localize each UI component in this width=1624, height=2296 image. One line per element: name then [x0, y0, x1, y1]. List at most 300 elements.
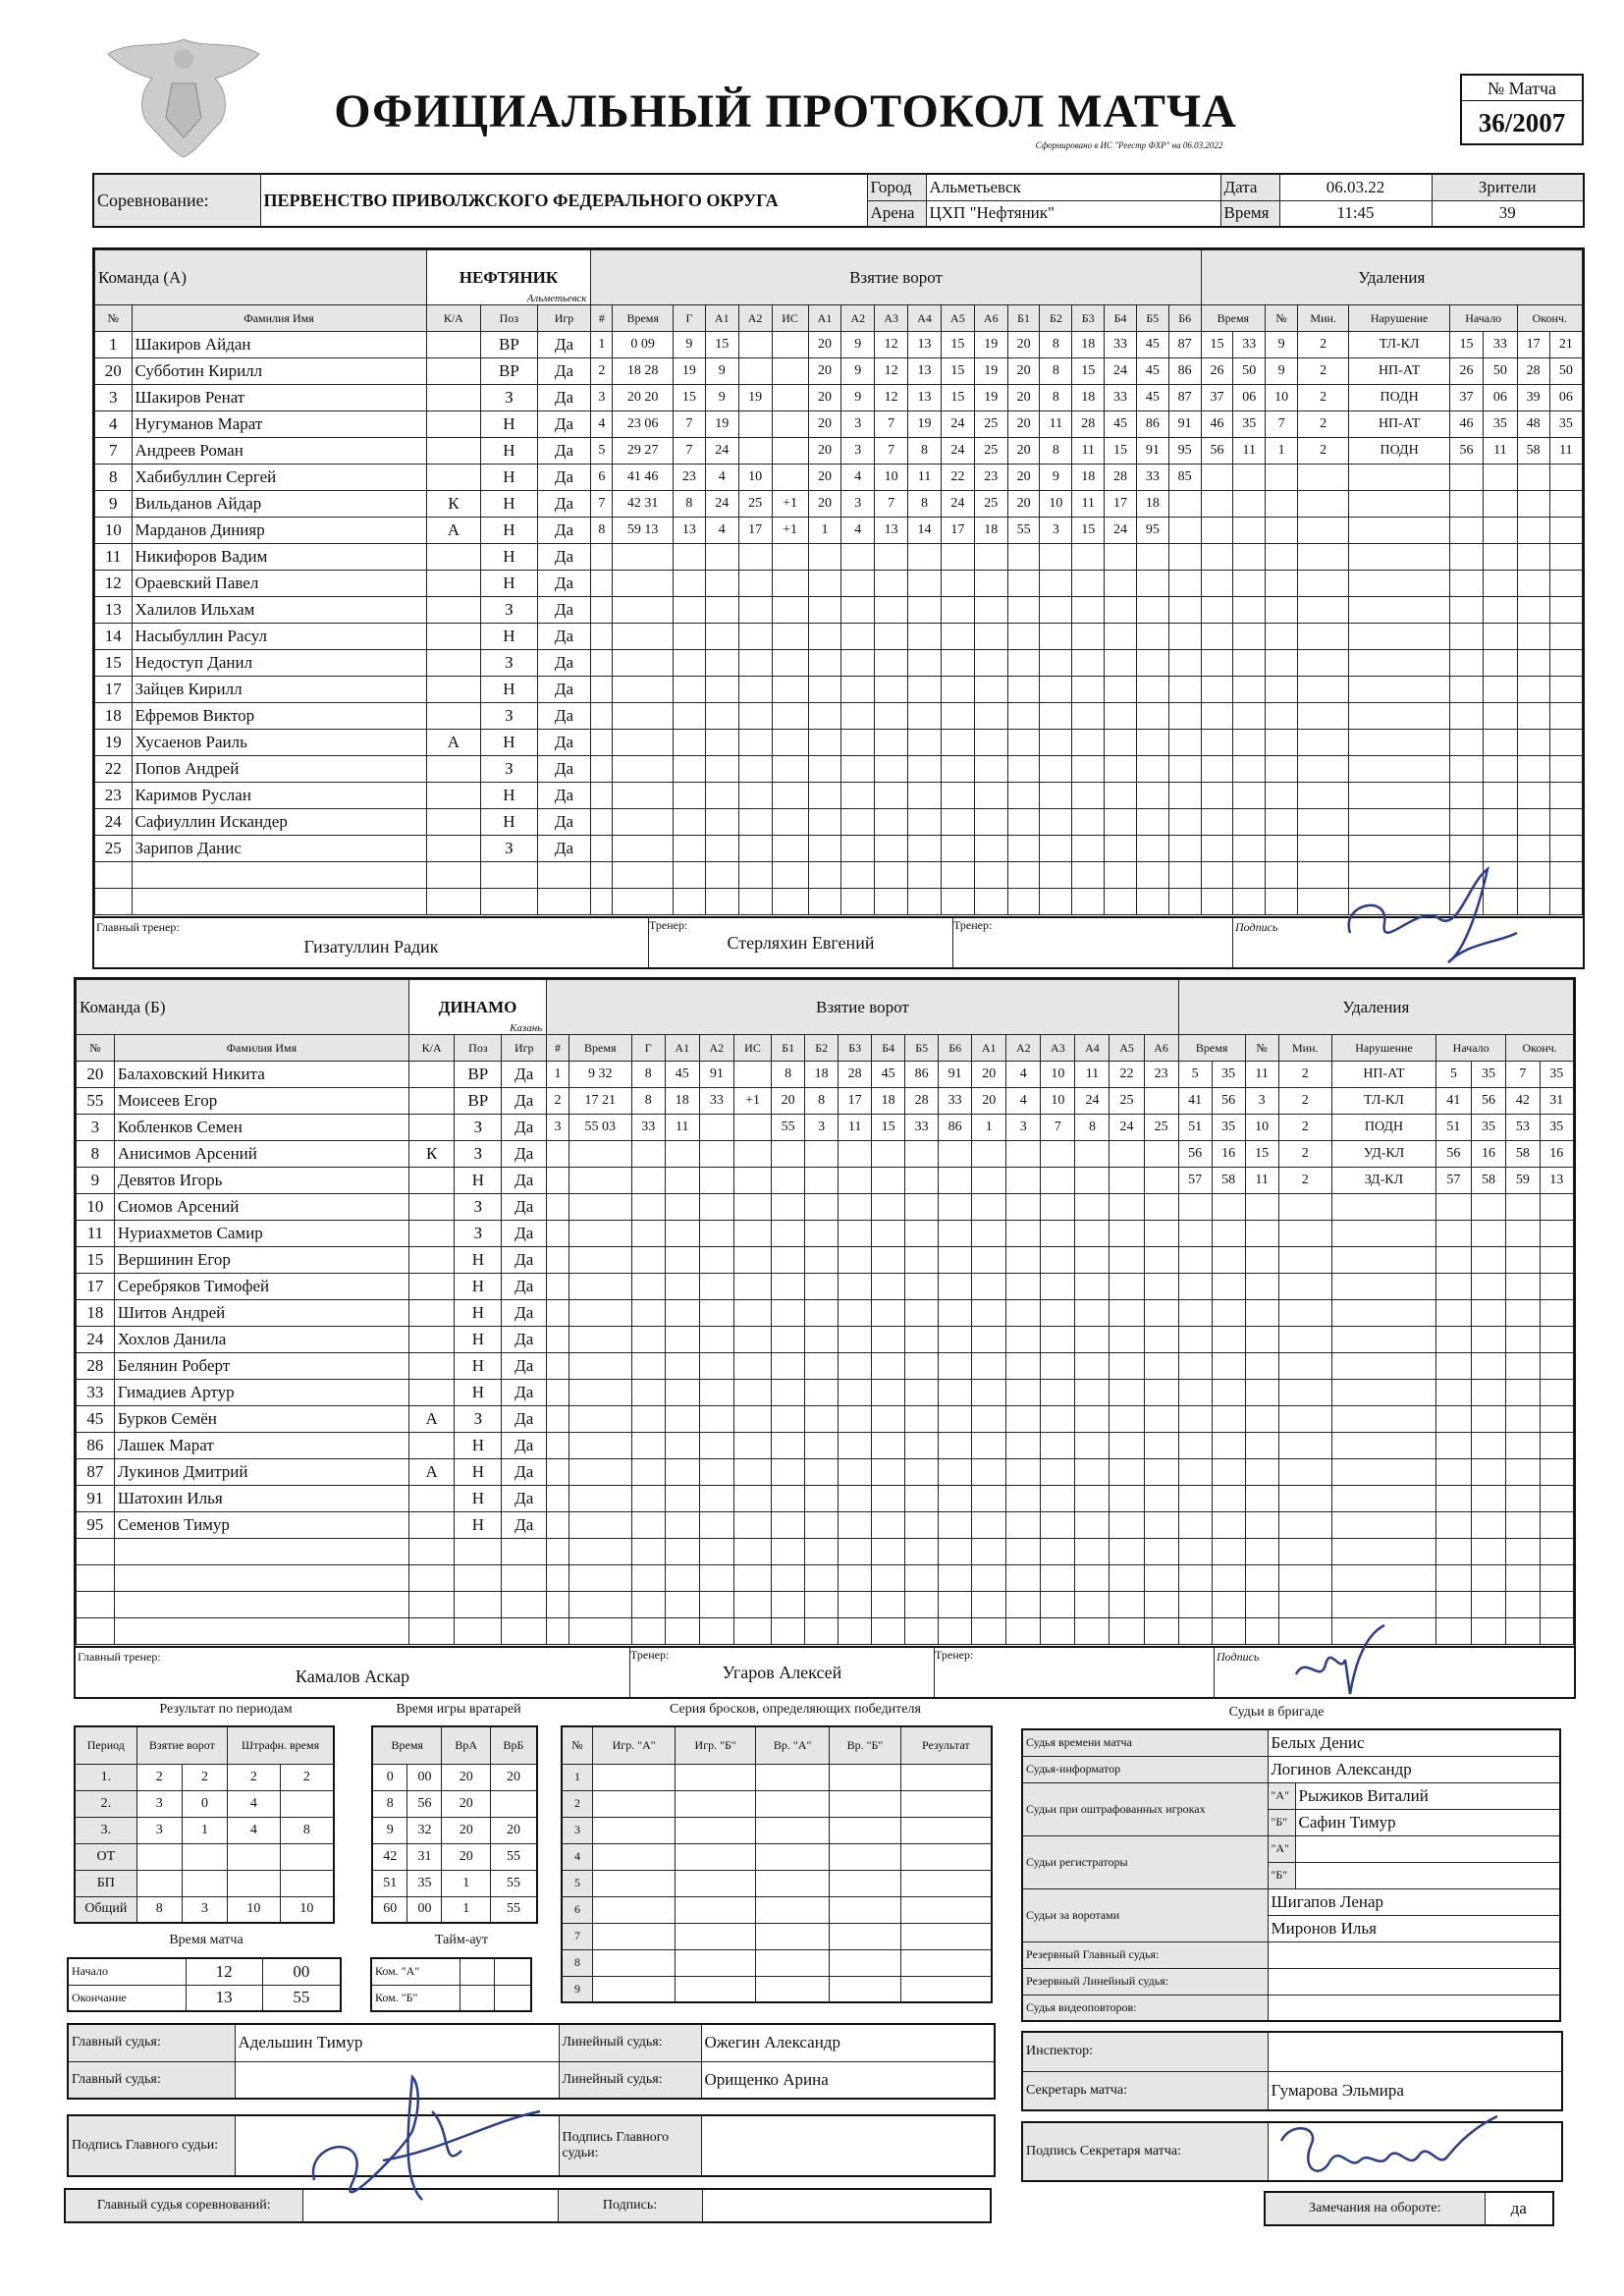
team_a-goal-field [591, 756, 613, 783]
team_a-player-field: 18 [95, 703, 133, 730]
team_a-player-field: 1 [95, 332, 133, 358]
match-time-title: Время матча [169, 1933, 244, 1947]
goal-judge-1: Шигапов Ленар [1268, 1888, 1560, 1915]
shootout-num: 2 [562, 1790, 592, 1817]
team_a-pen-field [1233, 836, 1266, 862]
team_a-goal-field: 95 [1136, 518, 1168, 544]
team_a-player-field: Да [537, 544, 591, 571]
team_a-label: Команда (А) [95, 250, 427, 305]
team_b-pen-field [1436, 1247, 1472, 1274]
team_a-goal-field [1105, 571, 1137, 597]
team_b-goal-field [839, 1539, 872, 1565]
team_a-pen-field [1201, 677, 1233, 703]
sign-label: Подпись: [558, 2189, 702, 2222]
line-ref-2: Орищенко Арина [701, 2061, 995, 2099]
team_b-player-field: 33 [77, 1380, 115, 1406]
team_a-pen-field [1549, 677, 1582, 703]
team_a-pen-field [1297, 597, 1348, 624]
shootout-cell [592, 1843, 676, 1870]
team_a-goal-field [1007, 889, 1040, 915]
team_b-goal-field [733, 1565, 771, 1592]
team_a-pen-field [1549, 862, 1582, 889]
team_a-goal-field: 18 [1072, 465, 1105, 491]
team_a-pen-field: 7 [1266, 411, 1298, 438]
team_a-goal-field: 25 [974, 411, 1007, 438]
team_a-player-field [426, 783, 481, 809]
team_a-goal-field [941, 809, 974, 836]
team_a-goal-field [738, 677, 772, 703]
team_b-goal-field [1110, 1433, 1144, 1459]
team_b-goal-field [631, 1565, 665, 1592]
team_b-pen-field [1331, 1194, 1435, 1221]
team_a-goal-field [808, 624, 841, 650]
team_b-player-field: Н [455, 1168, 502, 1194]
team_b-goal-field [733, 1194, 771, 1221]
line-ref-label: Линейный судья: [559, 2024, 701, 2061]
team_a-goal-field: 10 [1040, 491, 1072, 518]
shootout-cell [755, 1790, 829, 1817]
team_a-goal-field [1040, 756, 1072, 783]
team_a-goal-field: 24 [1105, 518, 1137, 544]
results-cell: 2 [228, 1764, 281, 1790]
team_a-pen-field [1449, 571, 1483, 597]
team_a-player-field: Да [537, 730, 591, 756]
gk-cell: 32 [407, 1817, 442, 1843]
team_a-pen-col-2: Мин. [1297, 305, 1348, 332]
team_b-goal-field [665, 1380, 699, 1406]
results-cell: 1 [182, 1817, 227, 1843]
team_b-goal-field [1110, 1486, 1144, 1512]
team_a-goal-field [1168, 756, 1201, 783]
team_a-goal-field: 8 [908, 491, 942, 518]
team_a-pen-field [1297, 571, 1348, 597]
results-cell: 4 [228, 1790, 281, 1817]
team_b-pen-field [1540, 1539, 1573, 1565]
team_b-goal-field [1110, 1300, 1144, 1327]
team_b-pen-field [1212, 1592, 1245, 1618]
team_a-goal-col-7: А2 [841, 305, 875, 332]
team_b-pen-field [1178, 1512, 1212, 1539]
results-cell: 10 [228, 1896, 281, 1923]
team_a-sign-label: Подпись [1235, 920, 1278, 934]
team_b-pen-field: 16 [1471, 1141, 1506, 1168]
shootout-cell [830, 1843, 900, 1870]
team_b-goal-col-11: Б6 [939, 1035, 972, 1062]
team_a-goal-field [772, 385, 808, 411]
team_a-goal-field: 45 [1105, 411, 1137, 438]
team_b-roster-col-1: Фамилия Имя [114, 1035, 408, 1062]
team_b-player-field: 24 [77, 1327, 115, 1353]
team_b-goal-field [839, 1592, 872, 1618]
shootout-num: 4 [562, 1843, 592, 1870]
team_a-player-field [426, 889, 481, 915]
team_a-goal-field: 8 [1040, 332, 1072, 358]
team_b-name [408, 980, 546, 1035]
team_a-goal-field [772, 862, 808, 889]
team_b-pen-field [1471, 1433, 1506, 1459]
team_b-pen-field [1178, 1618, 1212, 1645]
gk-row [372, 1817, 537, 1843]
team_b-player-field: 91 [77, 1486, 115, 1512]
team_b-pen-field [1436, 1274, 1472, 1300]
team_a-goal-field: 15 [705, 332, 738, 358]
team_b-player-field: Бурков Семён [114, 1406, 408, 1433]
team_a-goal-field [772, 889, 808, 915]
team_b-pen-field: УД-КЛ [1331, 1141, 1435, 1168]
team_a-goal-field [941, 836, 974, 862]
team_a-goal-field [1072, 703, 1105, 730]
team_a-row [95, 756, 1583, 783]
team_b-pen-field [1178, 1406, 1212, 1433]
team_a-goal-field: 12 [875, 385, 908, 411]
results-cell [280, 1870, 334, 1896]
team_b-player-field: 55 [77, 1088, 115, 1115]
team_a-row [95, 571, 1583, 597]
team_a-row [95, 624, 1583, 650]
team_b-goal-field [839, 1565, 872, 1592]
team_a-goal-field [841, 862, 875, 889]
team_a-player-field [95, 889, 133, 915]
team_b-goal-field [1144, 1459, 1178, 1486]
team_b-pen-col-4: Начало [1436, 1035, 1506, 1062]
team_b-goal-field [939, 1141, 972, 1168]
team_a-goal-field: +1 [772, 491, 808, 518]
team_b-goal-field [665, 1406, 699, 1433]
arena: ЦХП "Нефтяник" [926, 200, 1220, 227]
team_b-player-field [408, 1327, 455, 1353]
team_b-goal-field [772, 1247, 805, 1274]
team_b-goal-field [568, 1380, 631, 1406]
team_b-goal-field [772, 1459, 805, 1486]
team_a-goal-col-5: ИС [772, 305, 808, 332]
team_a-player-field: 22 [95, 756, 133, 783]
team_a-goal-field [613, 650, 674, 677]
team_b-goal-field [1006, 1512, 1041, 1539]
team_a-goal-field [738, 544, 772, 571]
team_b-goal-field: 25 [1110, 1088, 1144, 1115]
team_b-goal-field [972, 1141, 1006, 1168]
team_a-goal-field [1105, 783, 1137, 809]
sign-main-label: Подпись Главного судьи: [68, 2115, 235, 2176]
team_a-goal-field [908, 624, 942, 650]
team_a-goal-field [705, 703, 738, 730]
line-ref-1: Ожегин Александр [701, 2024, 995, 2061]
team_a-protocol-table [94, 249, 1583, 915]
team_b-row [77, 1539, 1574, 1565]
team_b-goal-field [805, 1353, 839, 1380]
team_a-goal-field: 9 [841, 385, 875, 411]
team_a-pen-field [1233, 544, 1266, 571]
team_a-pen-field [1297, 836, 1348, 862]
team_b-pen-field [1436, 1380, 1472, 1406]
team_b-player-field [408, 1221, 455, 1247]
team_b-goal-field [939, 1247, 972, 1274]
gk-cell: 20 [442, 1790, 491, 1817]
team_b-player-field [408, 1353, 455, 1380]
team_b-goal-field [547, 1565, 569, 1592]
team_b-goal-field [905, 1592, 939, 1618]
team_a-pen-field [1517, 518, 1549, 544]
team_a-goal-field: 19 [974, 332, 1007, 358]
team_a-goal-field [875, 809, 908, 836]
team_a-goal-field [875, 677, 908, 703]
team_a-goal-field [613, 677, 674, 703]
team_b-row [77, 1168, 1574, 1194]
team_a-pen-field [1266, 624, 1298, 650]
team_b-goal-field [631, 1433, 665, 1459]
team_b-goal-field [1075, 1327, 1110, 1353]
team_b-goal-field [1075, 1274, 1110, 1300]
team_a-player-field: Н [481, 518, 537, 544]
team_a-goal-field: 3 [841, 411, 875, 438]
shootout-cell [830, 1817, 900, 1843]
team_a-pen-field [1449, 465, 1483, 491]
team_a-goal-field: 20 [808, 491, 841, 518]
team_b-goal-field [905, 1512, 939, 1539]
team_a-pen-field [1201, 544, 1233, 571]
team_b-goal-field [733, 1353, 771, 1380]
team_b-player-field [502, 1592, 547, 1618]
team_a-pen-field: 15 [1201, 332, 1233, 358]
team_a-pen-field: 2 [1297, 438, 1348, 465]
results-cell: 3 [136, 1790, 182, 1817]
shootout-row [562, 1976, 992, 2002]
team_a-pen-field [1266, 518, 1298, 544]
team_a-goal-field: 4 [841, 518, 875, 544]
team_a-goal-field: 19 [974, 385, 1007, 411]
shootout-cell [830, 1870, 900, 1896]
shootout-cell [900, 1923, 992, 1949]
team_b-goal-field [733, 1168, 771, 1194]
shootout-title: Серия бросков, определяющих победителя [670, 1702, 921, 1717]
team_b-goal-field [699, 1486, 733, 1512]
team_a-player-field [426, 571, 481, 597]
team_a-roster-col-1: Фамилия Имя [132, 305, 426, 332]
team_a-goal-field [808, 756, 841, 783]
team_a-player-field: 11 [95, 544, 133, 571]
team_a-pen-field [1233, 677, 1266, 703]
team_b-pen-field: НП-АТ [1331, 1062, 1435, 1088]
team_b-goal-field: 22 [1110, 1062, 1144, 1088]
team_b-goal-field [905, 1247, 939, 1274]
team_a-goal-field [908, 809, 942, 836]
team_b-pen-field [1212, 1380, 1245, 1406]
video-judge: Судья видеоповторов: [1022, 1995, 1268, 2021]
team_b-head-coach-cell [76, 1648, 630, 1697]
team_b-player-field [408, 1300, 455, 1327]
team_a-pen-field [1484, 518, 1517, 544]
team_b-goal-field [547, 1300, 569, 1327]
team_a-goal-field [1136, 597, 1168, 624]
team_a-goal-field [674, 836, 706, 862]
team_b-player-field: З [455, 1141, 502, 1168]
team_a-pen-field [1266, 544, 1298, 571]
team_a-goal-field: 19 [908, 411, 942, 438]
team_a-player-field [426, 862, 481, 889]
team_a-goal-field: 20 20 [613, 385, 674, 411]
signature-main-referee [295, 2072, 550, 2219]
spectators-label: Зрители [1432, 174, 1584, 200]
team_a-goal-col-14: Б3 [1072, 305, 1105, 332]
team_b-goal-field [1006, 1300, 1041, 1327]
team_a-pen-field [1349, 730, 1449, 756]
team_b-pen-field [1540, 1565, 1573, 1592]
team_b-player-field [455, 1565, 502, 1592]
team_a-goal-field [1007, 544, 1040, 571]
team_b-pen-field [1212, 1221, 1245, 1247]
team_a-pen-col-3: Нарушение [1349, 305, 1449, 332]
team_b-goal-field [872, 1327, 905, 1353]
team_b-goal-field [872, 1300, 905, 1327]
team_b-pen-field [1212, 1300, 1245, 1327]
team_b-goal-field [972, 1618, 1006, 1645]
team_b-goal-field [839, 1274, 872, 1300]
team_b-goal-field: 17 [839, 1088, 872, 1115]
team_b-goals-title: Взятие ворот [547, 980, 1178, 1035]
team_b-city: Казань [510, 1022, 543, 1034]
team_b-goal-field [805, 1327, 839, 1353]
team_a-goal-field [1136, 809, 1168, 836]
team_a-pen-field: 50 [1484, 358, 1517, 385]
team_a-goal-field [875, 730, 908, 756]
team_b-goal-field [733, 1062, 771, 1088]
results-cell [182, 1870, 227, 1896]
team_b-pen-field [1331, 1247, 1435, 1274]
team_b-pen-field [1178, 1433, 1212, 1459]
team_b-pen-field [1212, 1406, 1245, 1433]
team_b-goal-field [699, 1141, 733, 1168]
team_b-goal-field [839, 1433, 872, 1459]
team_a-goal-field [841, 783, 875, 809]
team_b-player-field: Н [455, 1274, 502, 1300]
team_a-goal-field: 20 [1007, 465, 1040, 491]
team_b-pen-field [1331, 1380, 1435, 1406]
team_a-row [95, 332, 1583, 358]
team_a-goal-field [841, 650, 875, 677]
team_b-goal-field [733, 1327, 771, 1353]
results-cell: 8 [280, 1817, 334, 1843]
team_a-player-field: 25 [95, 836, 133, 862]
shootout-cell [592, 1764, 676, 1790]
team_b-pen-field [1436, 1539, 1472, 1565]
team_b-player-field: 8 [77, 1141, 115, 1168]
team_a-goal-field: 19 [705, 411, 738, 438]
team_b-goal-field: 45 [665, 1062, 699, 1088]
team_a-goal-field: 14 [908, 518, 942, 544]
team_a-goal-field [591, 597, 613, 624]
team_b-player-field: Серебряков Тимофей [114, 1274, 408, 1300]
team_a-goal-field [1136, 730, 1168, 756]
shootout-row [562, 1870, 992, 1896]
shootout-cell [676, 1870, 756, 1896]
team_b-goal-field [1144, 1539, 1178, 1565]
team_b-goal-field [547, 1380, 569, 1406]
team_b-pen-title: Удаления [1178, 980, 1573, 1035]
team_a-goal-field: 29 27 [613, 438, 674, 465]
team_a-goal-field [772, 730, 808, 756]
team_b-pen-field [1471, 1194, 1506, 1221]
team_b-goal-field: 9 32 [568, 1062, 631, 1088]
gk-cell: 20 [442, 1764, 491, 1790]
team_a-pen-field [1449, 809, 1483, 836]
team_b-row [77, 1327, 1574, 1353]
team_a-row [95, 597, 1583, 624]
team_b-pen-field [1245, 1274, 1278, 1300]
team_a-player-field: 10 [95, 518, 133, 544]
shootout-cell [676, 1896, 756, 1923]
team_a-pen-field: 9 [1266, 358, 1298, 385]
team_a-goal-field [941, 783, 974, 809]
team_a-player-field: Да [537, 756, 591, 783]
team_b-pen-field [1278, 1247, 1331, 1274]
reserve-line: Резервный Линейный судья: [1022, 1968, 1268, 1995]
team_a-goal-field [974, 677, 1007, 703]
shootout-num: 6 [562, 1896, 592, 1923]
team_a-pen-field [1297, 465, 1348, 491]
team_a-player-field: Халилов Ильхам [132, 597, 426, 624]
team_b-goal-col-4: А2 [699, 1035, 733, 1062]
team_b-goal-field: 18 [805, 1062, 839, 1088]
team_b-goal-field [972, 1247, 1006, 1274]
team_b-goal-field: 86 [905, 1062, 939, 1088]
team_a-goal-field [705, 624, 738, 650]
team_b-goal-field [1144, 1512, 1178, 1539]
team_a-pen-field [1266, 491, 1298, 518]
shootout-num: 3 [562, 1817, 592, 1843]
team_a-goal-field: 23 06 [613, 411, 674, 438]
results-row [75, 1896, 334, 1923]
team_b-pen-field: 53 [1506, 1115, 1540, 1141]
goal-judge-2: Миронов Илья [1268, 1915, 1560, 1941]
team_a-goal-field [1168, 571, 1201, 597]
team_b-goal-field [772, 1141, 805, 1168]
team_a-goal-field [738, 597, 772, 624]
team_b-goal-field: 33 [699, 1088, 733, 1115]
team_a-row [95, 385, 1583, 411]
gk-cell: 20 [491, 1817, 537, 1843]
team_b-player-field: Шитов Андрей [114, 1300, 408, 1327]
team_a-player-field: Ораевский Павел [132, 571, 426, 597]
team_a-goal-field [772, 544, 808, 571]
team_b-goal-field: 55 03 [568, 1115, 631, 1141]
team_b-goal-field [972, 1168, 1006, 1194]
team_b-goal-field [872, 1353, 905, 1380]
team_a-row [95, 809, 1583, 836]
team_a-pen-field [1266, 677, 1298, 703]
team_b-goal-field [905, 1486, 939, 1512]
team_b-goal-field [772, 1433, 805, 1459]
team_a-pen-field: 15 [1449, 332, 1483, 358]
team_a-goal-field: 15 [674, 385, 706, 411]
results-cell [280, 1843, 334, 1870]
team_a-pen-field: 2 [1297, 358, 1348, 385]
team_b-goal-field: 1 [972, 1115, 1006, 1141]
team_a-pen-field [1201, 465, 1233, 491]
team_b-player-field: Да [502, 1088, 547, 1115]
team_a-goal-field: 15 [941, 358, 974, 385]
team_a-pen-field [1233, 862, 1266, 889]
team_b-player-field [114, 1565, 408, 1592]
team_a-pen-field [1297, 650, 1348, 677]
team_a-goal-field [613, 862, 674, 889]
team_b-row [77, 1247, 1574, 1274]
team_a-pen-field [1201, 703, 1233, 730]
team_a-player-field: Насыбуллин Расул [132, 624, 426, 650]
team_b-goal-field [872, 1592, 905, 1618]
team_a-goal-field [613, 624, 674, 650]
team_b-goal-field [972, 1406, 1006, 1433]
team_b-pen-field [1471, 1353, 1506, 1380]
